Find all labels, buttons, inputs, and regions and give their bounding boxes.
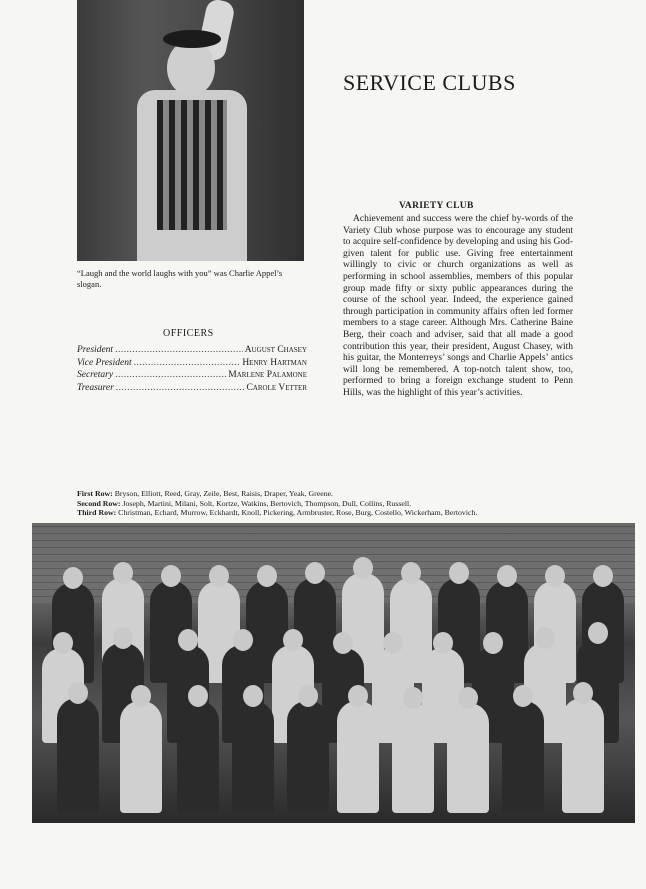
row-names: Bryson, Elliott, Reed, Gray, Zeile, Best, Raisis, Draper, Yeak, Greene. <box>114 489 333 498</box>
photo-figure-head <box>167 40 215 96</box>
section-body: Achievement and success were the chief by-words of the Variety Club whose purpose was to encourage any student to acquire self-confidence by developing and using his God-given talent for public use. Giving free entertainment willingly to civic or church organizations as well as performing in school assemblies, members of this popular group made fifty or sixty public appearances during the course of the school year. Indeed, the experience gained through participation in community affairs often led former members to a stage career. Although Mrs. Catherine Baine Berg, their coach and adviser, said that all made a good contribution this year, their president, August Chasey, with his guitar, the Monterreys’ songs and Charlie Appels’ antics will long be remembered. A top-notch talent show, too, performed to bring a foreign exchange student to Penn Hills, was the highlight of this year’s activities. <box>343 214 573 398</box>
photo-caption: “Laugh and the world laughs with you” was Charlie Appel’s slogan. <box>77 268 283 289</box>
officer-row <box>77 369 307 382</box>
officer-row <box>77 357 307 370</box>
section-heading: VARIETY CLUB <box>399 201 474 211</box>
officer-role: Secretary <box>77 370 114 380</box>
person-silhouette <box>287 701 329 813</box>
person-silhouette <box>502 701 544 813</box>
row-label: First Row: <box>77 489 113 498</box>
person-silhouette <box>232 701 274 813</box>
photo-figure-beret <box>163 30 221 48</box>
officer-role: President <box>77 345 114 355</box>
officers-title: OFFICERS <box>163 328 214 339</box>
person-silhouette <box>447 703 489 813</box>
charlie-appel-photo <box>77 0 304 261</box>
person-silhouette <box>562 698 604 813</box>
photo-figure-vest <box>157 100 227 230</box>
officer-role: Vice President <box>77 357 132 368</box>
row-names: Joseph, Martini, Milani, Solt, Kortze, Watkins, Bertovich, Thompson, Dull, Collins, Russell. <box>122 498 412 508</box>
officer-role: Treasurer <box>77 382 114 393</box>
officer-row <box>77 344 307 357</box>
officer-row <box>77 382 307 395</box>
officer-name: Carole Vetter <box>246 382 307 393</box>
person-silhouette <box>337 701 379 813</box>
row-label: Third Row: <box>77 508 117 517</box>
officer-name: August Chasey <box>244 345 307 355</box>
officer-name: Marlene Palamone <box>228 370 307 380</box>
officer-name: Henry Hartman <box>242 357 307 368</box>
person-silhouette <box>392 703 434 813</box>
leader-dots <box>115 344 243 357</box>
leader-dots <box>116 382 245 395</box>
group-photo <box>32 523 635 823</box>
photo-row-names <box>77 489 577 518</box>
page-title: SERVICE CLUBS <box>343 70 516 95</box>
row-line <box>77 499 577 509</box>
leader-dots <box>134 357 241 370</box>
row-names: Christman, Echard, Murrow, Eckhardt, Knoll, Pickering, Armbruster, Rose, Burg, Costello, Wickerham, Bertovich. <box>118 508 478 517</box>
row-line <box>77 508 577 518</box>
person-silhouette <box>57 698 99 813</box>
person-silhouette <box>120 701 162 813</box>
leader-dots <box>115 369 226 382</box>
person-silhouette <box>177 701 219 813</box>
row-line <box>77 489 577 499</box>
row-label: Second Row: <box>77 498 121 508</box>
officers-list <box>77 344 307 394</box>
